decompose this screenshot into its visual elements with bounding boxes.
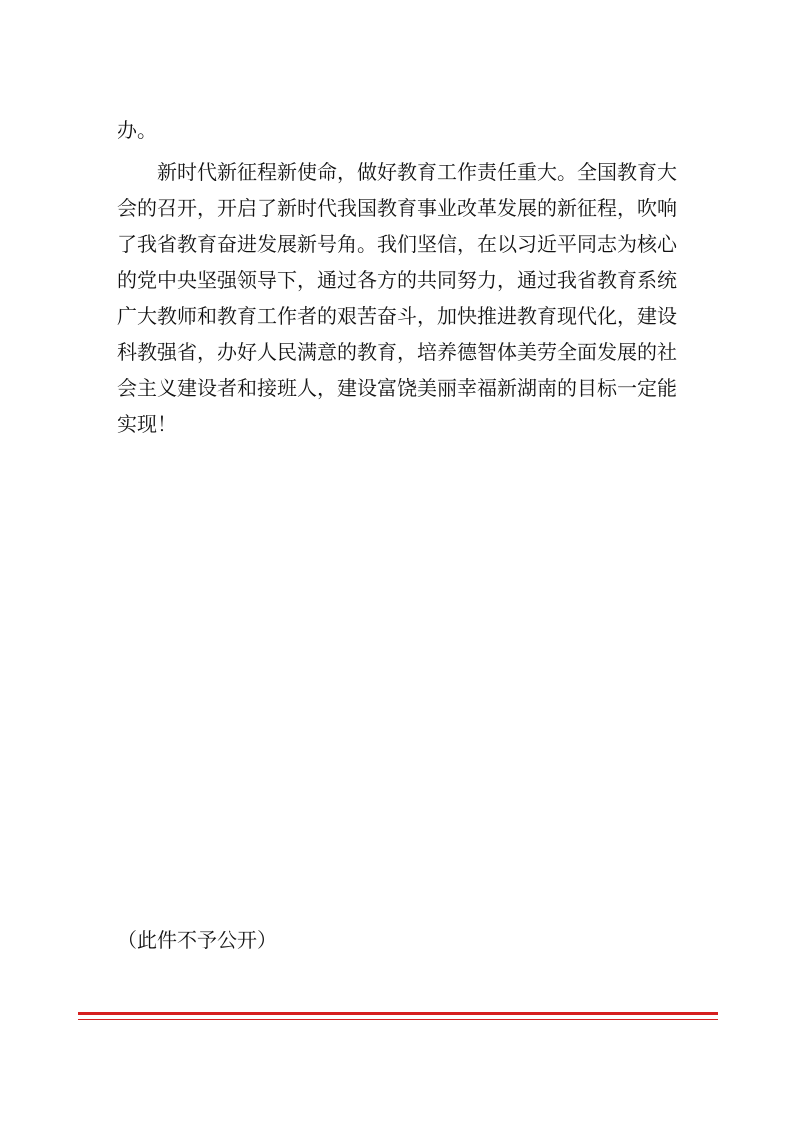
document-body [117,112,687,442]
closing-paragraph: 新时代新征程新使命，做好教育工作责任重大。全国教育大会的召开，开启了新时代我国教育事业改革发展的新征程，吹响了我省教育奋进发展新号角。我们坚信，在以习近平同志为核心的党中央坚强领导下，通过各方的共同努力，通过我省教育系统广大教师和教育工作者的艰苦奋斗，加快推进教育现代化，建设科教强省，办好人民满意的教育，培养德智体美劳全面发展的社会主义建设者和接班人，建设富饶美丽幸福新湖南的目标一定能实现！ [117,160,677,436]
red-divider-thick [78,1012,718,1015]
red-divider-thin [78,1019,718,1020]
confidentiality-note: （此件不予公开） [117,928,277,952]
continuation-line: 办。 [117,118,157,142]
